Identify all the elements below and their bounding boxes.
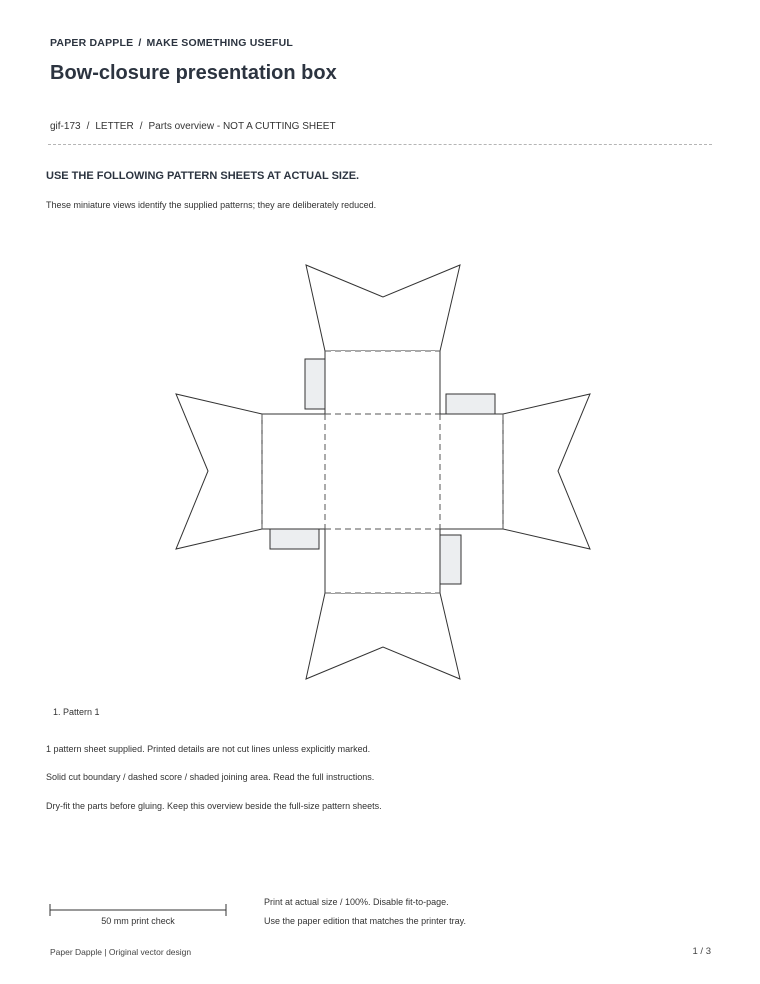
reduced-views-note: These miniature views identify the supplied patterns; they are deliberately reduced. bbox=[46, 200, 377, 210]
brand-tagline: MAKE SOMETHING USEFUL bbox=[146, 37, 293, 49]
meta-description: Parts overview - NOT A CUTTING SHEET bbox=[148, 121, 336, 132]
print-instruction: Print at actual size / 100%. Disable fit-to-page. bbox=[264, 897, 449, 907]
bow-tab-top bbox=[306, 265, 460, 351]
scale-bar-label: 50 mm print check bbox=[101, 916, 175, 926]
meta-code: gif-173 bbox=[50, 121, 81, 132]
info-paragraph: Dry-fit the parts before gluing. Keep this overview beside the full-size pattern sheets. bbox=[46, 801, 382, 811]
brand-separator: / bbox=[138, 37, 142, 49]
panel-fill bbox=[325, 351, 440, 593]
glue-tab-right-top bbox=[446, 394, 495, 414]
page-number: 1 / 3 bbox=[692, 946, 711, 957]
brand-name: PAPER DAPPLE bbox=[50, 37, 134, 49]
page-title: Bow-closure presentation box bbox=[50, 62, 337, 84]
meta-separator: / bbox=[86, 121, 90, 132]
pattern-caption: 1. Pattern 1 bbox=[53, 707, 100, 717]
instruction-heading: USE THE FOLLOWING PATTERN SHEETS AT ACTUAL SIZE. bbox=[46, 170, 360, 182]
print-instruction: Use the paper edition that matches the printer tray. bbox=[264, 916, 466, 926]
meta-separator: / bbox=[139, 121, 143, 132]
info-paragraph: 1 pattern sheet supplied. Printed details are not cut lines unless explicitly marked. bbox=[46, 744, 371, 754]
bow-tab-right bbox=[503, 394, 590, 549]
bow-tab-left bbox=[176, 394, 262, 549]
footer-credit: Paper Dapple | Original vector design bbox=[50, 947, 192, 957]
info-paragraph: Solid cut boundary / dashed score / shaded joining area. Read the full instructions. bbox=[46, 772, 375, 782]
meta-paper: LETTER bbox=[95, 121, 134, 132]
glue-tab-left-bottom bbox=[270, 529, 319, 549]
glue-tab-bottom-right bbox=[440, 535, 461, 584]
glue-tab-top-left bbox=[305, 359, 325, 409]
bow-tab-bottom bbox=[306, 593, 460, 679]
